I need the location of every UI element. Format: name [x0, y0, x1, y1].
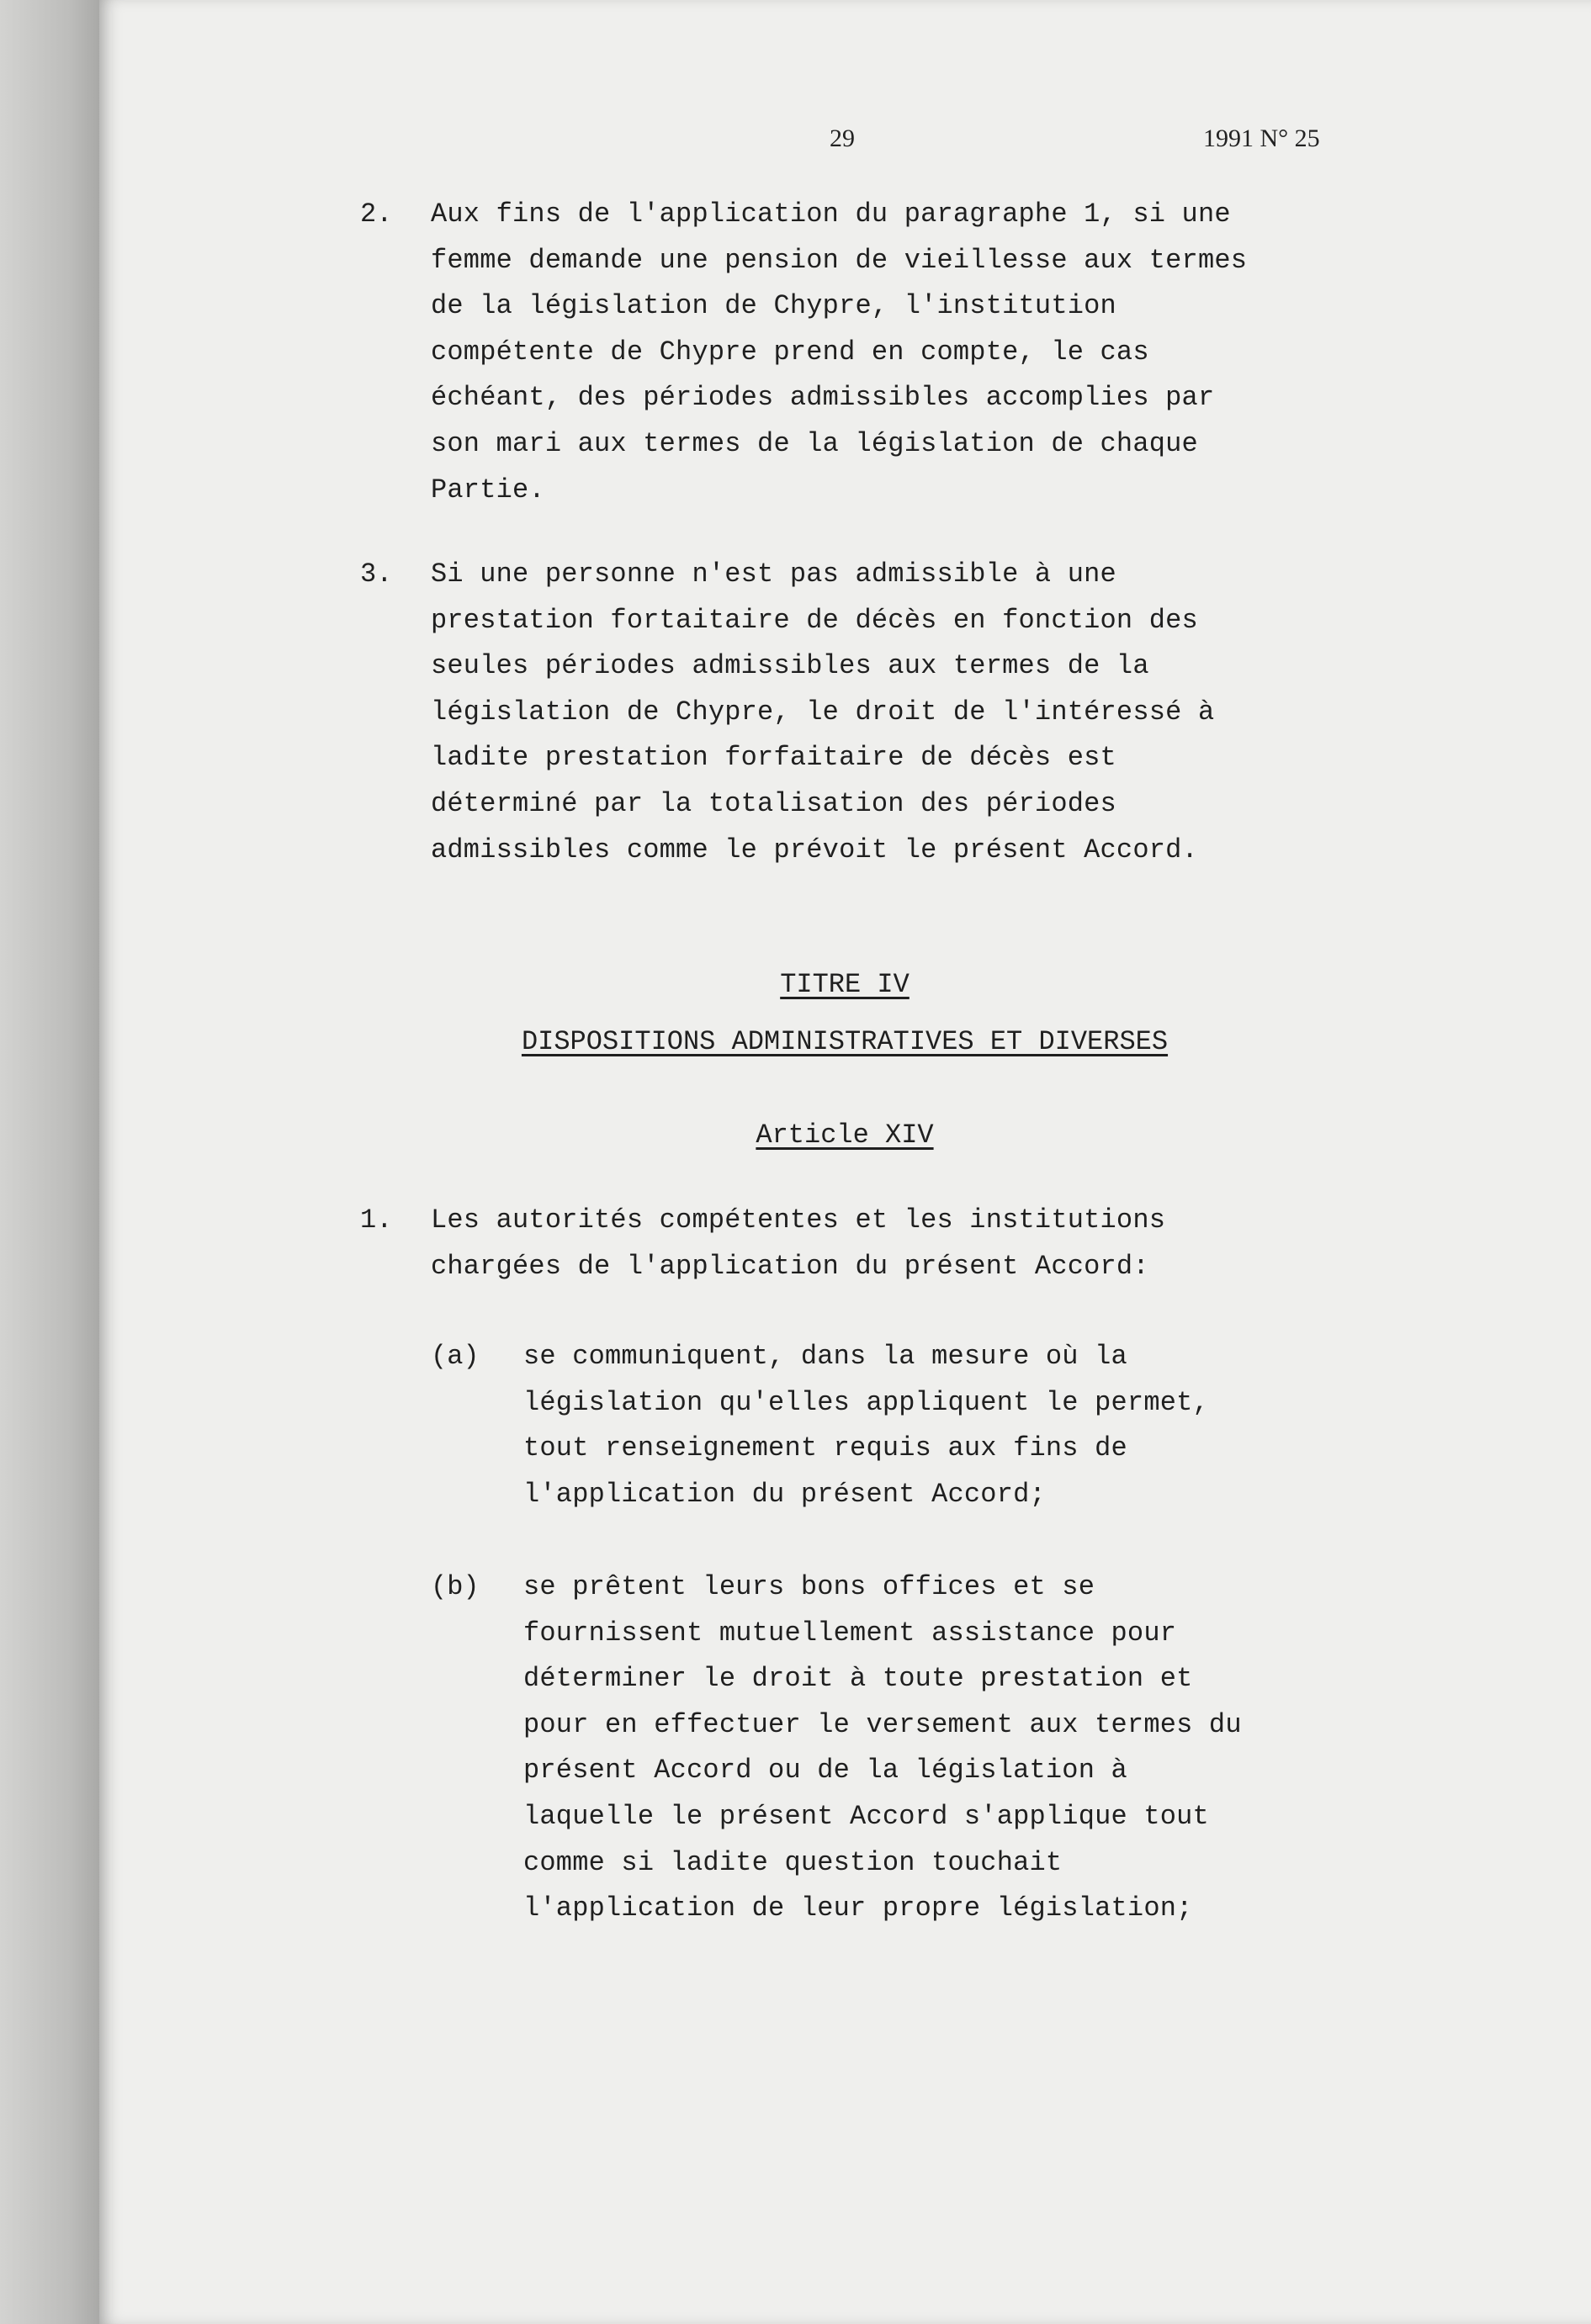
item-label: (a)	[431, 1341, 480, 1372]
text-line: son mari aux termes de la législation de chaque	[431, 427, 1198, 459]
text-line: tout renseignement requis aux fins de	[523, 1432, 1127, 1464]
text-line: Partie.	[431, 474, 545, 506]
text-line: Si une personne n'est pas admissible à une	[431, 559, 1116, 590]
text-line: comme si ladite question touchait	[523, 1846, 1063, 1878]
item-label: (b)	[431, 1571, 480, 1602]
text-line: déterminé par la totalisation des périodes	[431, 787, 1116, 819]
text-line: se prêtent leurs bons offices et se	[523, 1571, 1095, 1602]
text-line: ladite prestation forfaitaire de décès est	[431, 742, 1116, 774]
text-line: déterminer le droit à toute prestation et	[523, 1663, 1193, 1695]
article-paragraph-1	[431, 1198, 1165, 1289]
text-line: chargées de l'application du présent Accord:	[431, 1250, 1149, 1282]
titre-heading: TITRE IV	[780, 969, 910, 1000]
text-line: Aux fins de l'application du paragraphe 1, si une	[431, 199, 1231, 230]
paragraph-number: 2.	[360, 199, 393, 230]
paragraph-number: 3.	[360, 559, 393, 590]
binding-gutter	[0, 0, 99, 2324]
text-line: Les autorités compétentes et les institutions	[431, 1204, 1166, 1236]
document-reference: 1991 N° 25	[1203, 124, 1320, 152]
text-line: femme demande une pension de vieillesse aux termes	[431, 244, 1248, 276]
text-line: laquelle le présent Accord s'applique tout	[523, 1800, 1209, 1832]
paragraph-3	[431, 552, 1214, 873]
text-line: fournissent mutuellement assistance pour	[523, 1617, 1177, 1649]
text-line: présent Accord ou de la législation à	[523, 1755, 1127, 1787]
titre-subtitle: DISPOSITIONS ADMINISTRATIVES ET DIVERSES	[521, 1026, 1169, 1057]
text-line: législation qu'elles appliquent le permet,	[523, 1386, 1209, 1418]
text-line: prestation fortaitaire de décès en fonction des	[431, 604, 1198, 636]
text-line: échéant, des périodes admissibles accomplies par	[431, 382, 1215, 414]
text-line: se communiquent, dans la mesure où la	[523, 1341, 1127, 1372]
text-line: compétente de Chypre prend en compte, le cas	[431, 336, 1149, 368]
paragraph-2	[431, 192, 1247, 513]
text-line: admissibles comme le prévoit le présent Accord.	[431, 834, 1198, 866]
text-line: pour en effectuer le versement aux termes du	[523, 1708, 1242, 1740]
text-line: de la législation de Chypre, l'institution	[431, 290, 1116, 322]
text-line: seules périodes admissibles aux termes de la	[431, 650, 1149, 682]
paragraph-number: 1.	[360, 1204, 393, 1236]
item-b	[523, 1564, 1242, 1932]
text-line: législation de Chypre, le droit de l'intéressé à	[431, 696, 1215, 728]
text-line: l'application du présent Accord;	[523, 1478, 1046, 1510]
text-line: l'application de leur propre législation;	[523, 1893, 1193, 1924]
page-number: 29	[830, 124, 855, 152]
item-a	[523, 1334, 1209, 1517]
article-heading: Article XIV	[756, 1120, 934, 1151]
